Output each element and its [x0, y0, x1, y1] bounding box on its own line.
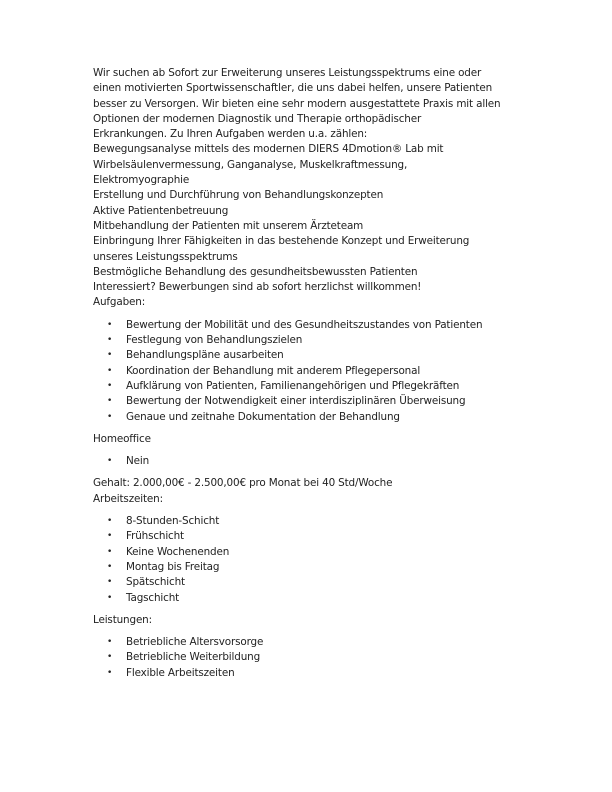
list-item: • Betriebliche Altersvorsorge: [93, 635, 533, 650]
intro-line: besser zu Versorgen. Wir bieten eine sehr modern ausgestattete Praxis mit allen: [93, 97, 501, 110]
intro-line: Erkrankungen. Zu Ihren Aufgaben werden u.a. zählen:: [93, 128, 368, 141]
gehalt-text: Gehalt: 2.000,00€ - 2.500,00€ pro Monat bei 40 Std/Woche: [93, 477, 393, 490]
list-item: • Genaue und zeitnahe Dokumentation der Behandlung: [93, 410, 533, 425]
intro-line: Bewegungsanalyse mittels des modernen DIERS 4Dmotion® Lab mit: [93, 143, 444, 156]
arbeitszeiten-heading: Arbeitszeiten:: [93, 492, 163, 505]
intro-line: Optionen der modernen Diagnostik und Therapie orthopädischer: [93, 112, 422, 125]
intro-line: unseres Leistungsspektrums: [93, 250, 238, 263]
list-item: • Bewertung der Mobilität und des Gesundheitszustandes von Patienten: [93, 318, 533, 333]
intro-line: einen motivierten Sportwissenschaftler, die uns dabei helfen, unsere Patienten: [93, 82, 492, 95]
leistungen-list: [93, 635, 533, 681]
job-posting-document: [93, 66, 533, 681]
intro-line: Erstellung und Durchführung von Behandlungskonzepten: [93, 189, 384, 202]
list-item: • Nein: [93, 454, 533, 469]
list-item: • Betriebliche Weiterbildung: [93, 650, 533, 665]
list-item: • Tagschicht: [93, 591, 533, 606]
list-item: • Festlegung von Behandlungszielen: [93, 333, 533, 348]
intro-line: Wir suchen ab Sofort zur Erweiterung unseres Leistungsspektrums eine oder: [93, 67, 482, 79]
list-item: • Spätschicht: [93, 575, 533, 590]
list-item: • Frühschicht: [93, 529, 533, 544]
aufgaben-heading: Aufgaben:: [93, 296, 146, 309]
homeoffice-heading: Homeoffice: [93, 432, 151, 445]
intro-line: Mitbehandlung der Patienten mit unserem Ärzteteam: [93, 219, 364, 232]
intro-paragraph: [93, 66, 533, 311]
homeoffice-list: [93, 454, 533, 469]
list-item: • Koordination der Behandlung mit anderem Pflegepersonal: [93, 364, 533, 379]
intro-line: Bestmögliche Behandlung des gesundheitsbewussten Patienten: [93, 265, 418, 278]
intro-line: Aktive Patientenbetreuung: [93, 204, 229, 217]
list-item: • Aufklärung von Patienten, Familienangehörigen und Pflegekräften: [93, 379, 533, 394]
aufgaben-list: [93, 318, 533, 425]
list-item: • Montag bis Freitag: [93, 560, 533, 575]
list-item: • Behandlungspläne ausarbeiten: [93, 348, 533, 363]
arbeitszeiten-list: [93, 514, 533, 606]
leistungen-heading: Leistungen:: [93, 613, 152, 626]
list-item: • Flexible Arbeitszeiten: [93, 666, 533, 681]
list-item: • 8-Stunden-Schicht: [93, 514, 533, 529]
intro-line: Elektromyographie: [93, 174, 190, 187]
intro-line: Interessiert? Bewerbungen sind ab sofort herzlichst willkommen!: [93, 281, 422, 294]
list-item: • Bewertung der Notwendigkeit einer interdisziplinären Überweisung: [93, 394, 533, 409]
intro-line: Einbringung Ihrer Fähigkeiten in das bestehende Konzept und Erweiterung: [93, 235, 470, 248]
intro-line: Wirbelsäulenvermessung, Ganganalyse, Muskelkraftmessung,: [93, 158, 408, 171]
list-item: • Keine Wochenenden: [93, 545, 533, 560]
